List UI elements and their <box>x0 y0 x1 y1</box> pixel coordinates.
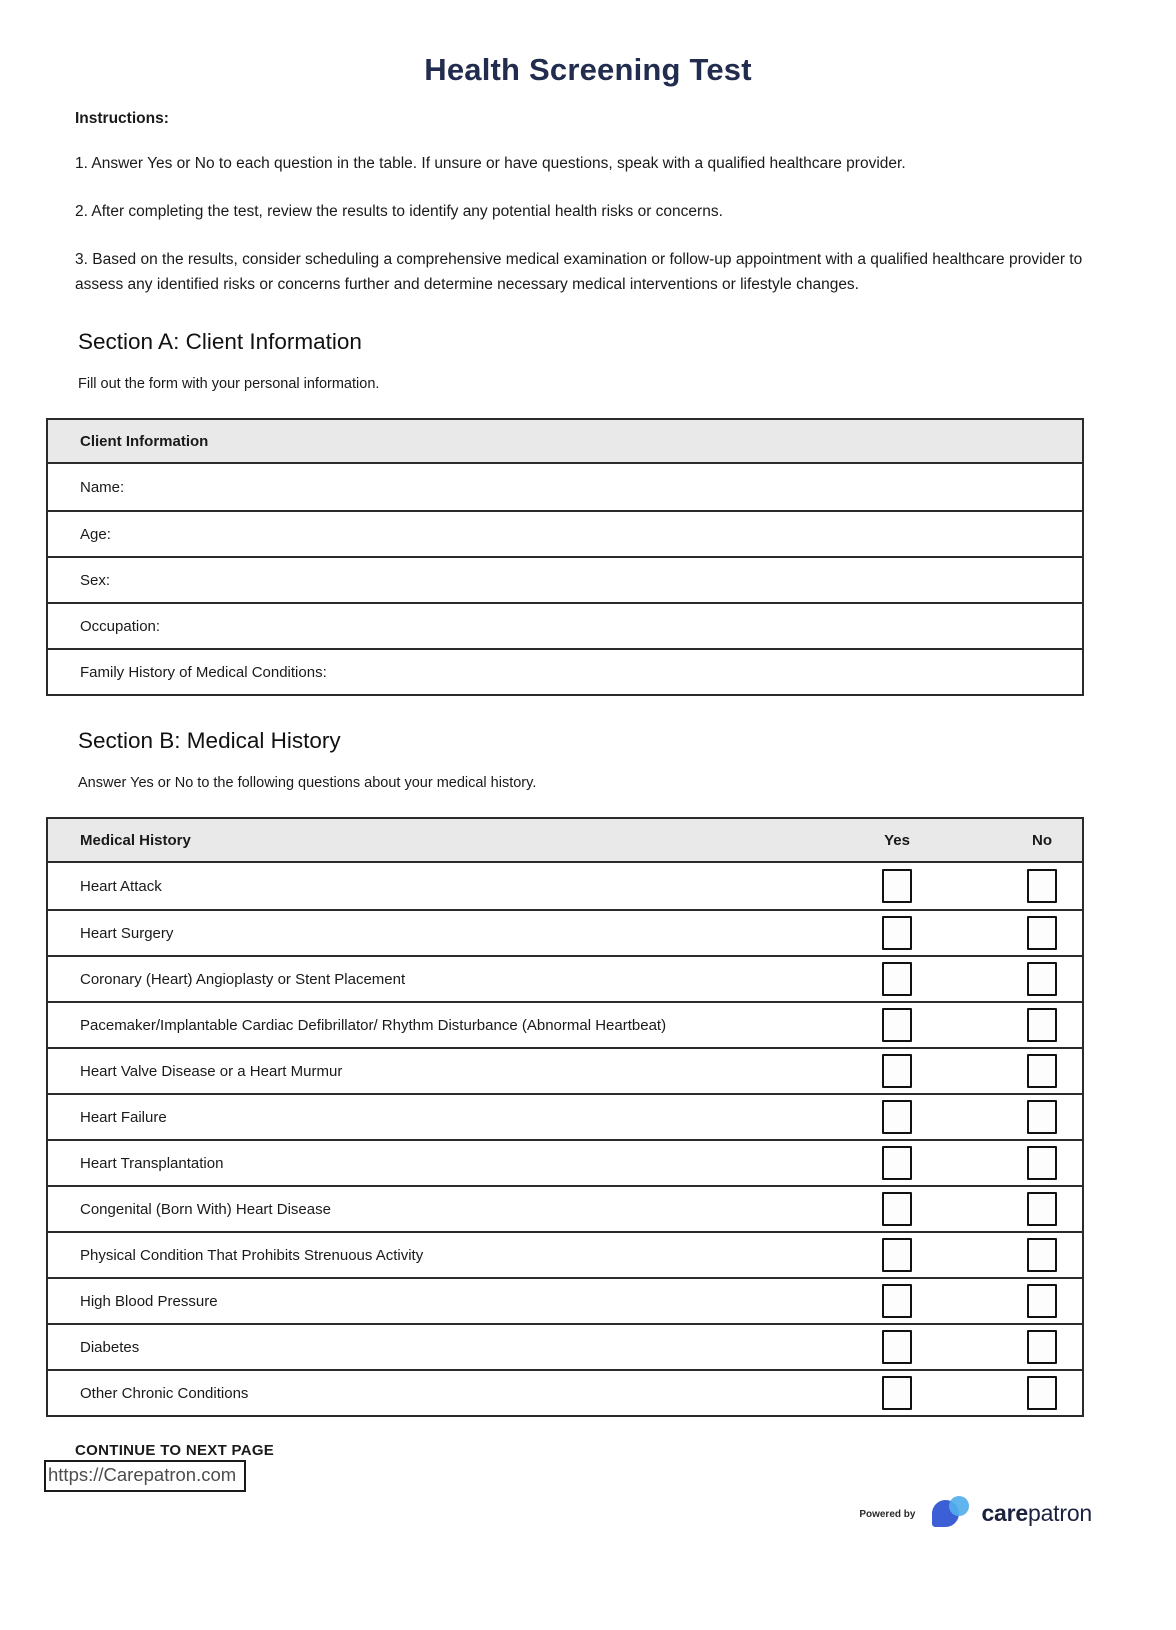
no-checkbox[interactable] <box>1027 1330 1057 1364</box>
medical-row-pacemaker <box>48 1001 1082 1047</box>
medical-row-heart-attack <box>48 863 1082 909</box>
medical-row-congenital <box>48 1185 1082 1231</box>
client-field-sex[interactable] <box>48 556 1082 602</box>
no-checkbox[interactable] <box>1027 916 1057 950</box>
no-checkbox[interactable] <box>1027 1008 1057 1042</box>
no-checkbox[interactable] <box>1027 1376 1057 1410</box>
medical-row-label: Coronary (Heart) Angioplasty or Stent Placement <box>80 970 406 988</box>
medical-row-valve-disease <box>48 1047 1082 1093</box>
medical-row-label: Diabetes <box>80 1338 140 1356</box>
carepatron-logo-icon <box>927 1492 973 1530</box>
yes-checkbox[interactable] <box>882 1054 912 1088</box>
medical-row-angioplasty <box>48 955 1082 1001</box>
medical-history-table <box>46 817 1084 1417</box>
yes-column-header: Yes <box>884 831 910 849</box>
no-checkbox[interactable] <box>1027 962 1057 996</box>
client-field-occupation[interactable] <box>48 602 1082 648</box>
yes-checkbox[interactable] <box>882 1238 912 1272</box>
no-checkbox[interactable] <box>1027 869 1057 903</box>
yes-checkbox[interactable] <box>882 1376 912 1410</box>
medical-row-high-blood-pressure <box>48 1277 1082 1323</box>
medical-row-label: High Blood Pressure <box>80 1292 218 1310</box>
instruction-item-2: 2. After completing the test, review the results to identify any potential health risks or concerns. <box>75 203 723 220</box>
yes-checkbox[interactable] <box>882 1008 912 1042</box>
yes-checkbox[interactable] <box>882 1146 912 1180</box>
client-information-table <box>46 418 1084 696</box>
carepatron-wordmark <box>981 1500 1092 1527</box>
yes-checkbox[interactable] <box>882 1330 912 1364</box>
yes-checkbox[interactable] <box>882 1100 912 1134</box>
medical-row-label: Heart Valve Disease or a Heart Murmur <box>80 1062 343 1080</box>
yes-checkbox[interactable] <box>882 1284 912 1318</box>
no-checkbox[interactable] <box>1027 1238 1057 1272</box>
instructions-label: Instructions: <box>75 110 169 127</box>
logo-light-circle-icon <box>949 1496 969 1516</box>
medical-table-header <box>48 819 1082 863</box>
powered-by-block <box>859 1492 1092 1530</box>
section-a-subtitle: Fill out the form with your personal information. <box>78 376 380 392</box>
no-checkbox[interactable] <box>1027 1146 1057 1180</box>
wordmark-patron: patron <box>1027 1499 1092 1526</box>
section-b-heading: Section B: Medical History <box>78 728 341 753</box>
client-field-label: Occupation: <box>80 617 161 635</box>
medical-row-physical-condition <box>48 1231 1082 1277</box>
client-field-name[interactable] <box>48 464 1082 510</box>
yes-checkbox[interactable] <box>882 916 912 950</box>
medical-row-label: Physical Condition That Prohibits Strenuous Activity <box>80 1246 424 1264</box>
client-field-label: Name: <box>80 478 125 496</box>
client-field-label: Sex: <box>80 571 111 589</box>
medical-row-label: Pacemaker/Implantable Cardiac Defibrillator/ Rhythm Disturbance (Abnormal Heartbeat) <box>80 1016 667 1034</box>
no-checkbox[interactable] <box>1027 1100 1057 1134</box>
medical-row-label: Congenital (Born With) Heart Disease <box>80 1200 331 1218</box>
medical-row-heart-surgery <box>48 909 1082 955</box>
medical-row-label: Heart Surgery <box>80 924 174 942</box>
page-title: Health Screening Test <box>424 52 752 87</box>
medical-row-other-chronic <box>48 1369 1082 1415</box>
section-a-heading: Section A: Client Information <box>78 329 362 354</box>
client-table-header <box>48 420 1082 464</box>
client-field-label: Age: <box>80 525 111 543</box>
medical-row-transplantation <box>48 1139 1082 1185</box>
client-field-age[interactable] <box>48 510 1082 556</box>
instruction-item-3: 3. Based on the results, consider scheduling a comprehensive medical examination or follow-up appointment with a qualified healthcare provider to assess any identified risks or concerns further and determine necessary medical interventions or lifestyle changes. <box>75 251 1083 293</box>
medical-row-heart-failure <box>48 1093 1082 1139</box>
no-checkbox[interactable] <box>1027 1284 1057 1318</box>
section-b-subtitle: Answer Yes or No to the following questions about your medical history. <box>78 775 537 791</box>
yes-checkbox[interactable] <box>882 1192 912 1226</box>
instruction-item-1: 1. Answer Yes or No to each question in the table. If unsure or have questions, speak with a qualified healthcare provider. <box>75 155 906 172</box>
client-table-header-label: Client Information <box>80 432 209 450</box>
yes-checkbox[interactable] <box>882 869 912 903</box>
no-checkbox[interactable] <box>1027 1192 1057 1226</box>
medical-row-label: Other Chronic Conditions <box>80 1384 249 1402</box>
medical-row-label: Heart Transplantation <box>80 1154 224 1172</box>
medical-row-label: Heart Attack <box>80 877 162 895</box>
yes-checkbox[interactable] <box>882 962 912 996</box>
wordmark-care: care <box>981 1499 1028 1526</box>
client-field-family-history[interactable] <box>48 648 1082 694</box>
carepatron-link[interactable]: https://Carepatron.com <box>44 1460 246 1492</box>
continue-note: CONTINUE TO NEXT PAGE <box>75 1442 275 1459</box>
no-checkbox[interactable] <box>1027 1054 1057 1088</box>
medical-table-header-label: Medical History <box>80 831 191 849</box>
powered-by-label: Powered by <box>859 1508 916 1520</box>
no-column-header: No <box>1032 831 1052 849</box>
medical-row-diabetes <box>48 1323 1082 1369</box>
client-field-label: Family History of Medical Conditions: <box>80 663 327 681</box>
medical-row-label: Heart Failure <box>80 1108 167 1126</box>
instructions-block <box>75 110 1106 297</box>
